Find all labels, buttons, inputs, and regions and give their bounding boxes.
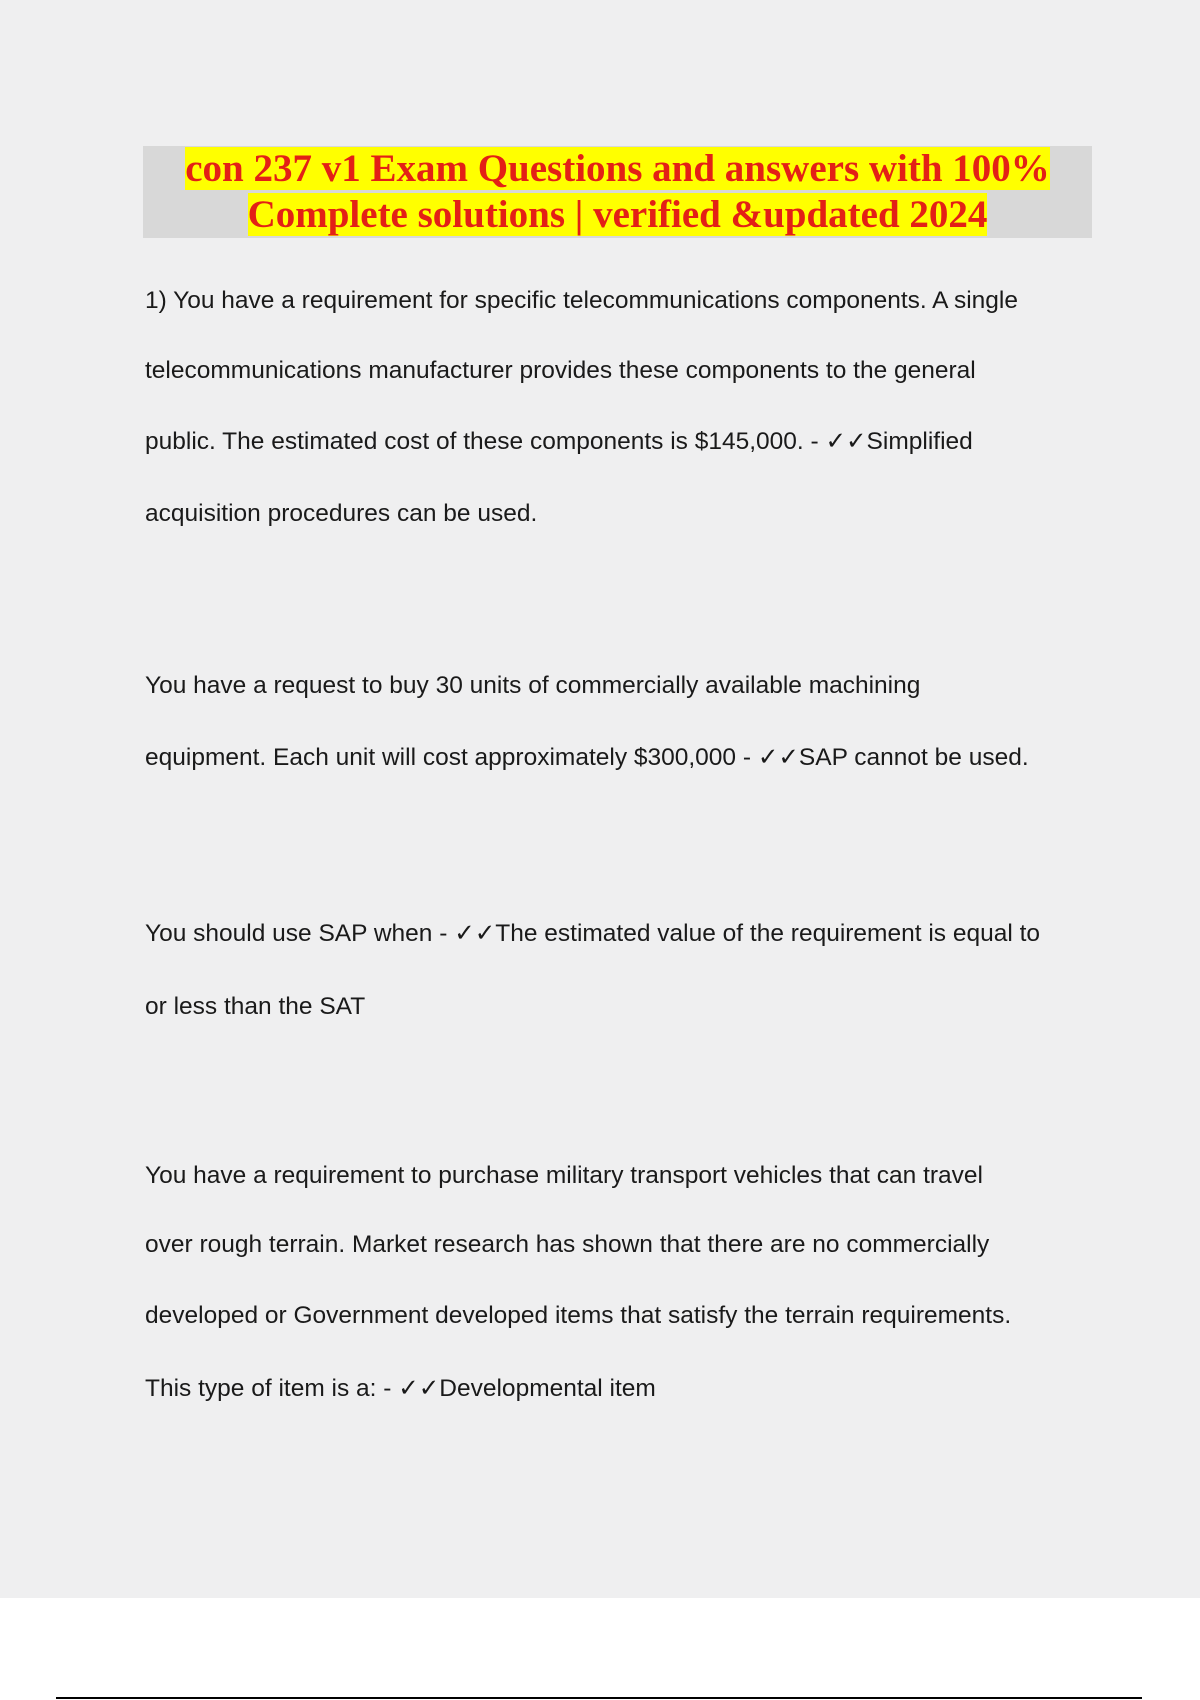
question-1-line-1: 1) You have a requirement for specific telecommunications components. A single — [145, 287, 1018, 314]
title-line-2 — [143, 192, 1092, 238]
question-4-line-3: developed or Government developed items that satisfy the terrain requirements. — [145, 1302, 1012, 1329]
question-1-line-3: public. The estimated cost of these components is $145,000. - ✓✓Simplified — [145, 428, 973, 455]
question-3-line-1: You should use SAP when - ✓✓The estimated value of the requirement is equal to — [145, 920, 1041, 947]
question-4-line-1: You have a requirement to purchase military transport vehicles that can travel — [145, 1162, 983, 1189]
title-line-1-text: con 237 v1 Exam Questions and answers with 100% — [185, 147, 1050, 190]
title-line-1 — [143, 146, 1092, 192]
question-3-line-2: or less than the SAT — [145, 993, 366, 1020]
question-4-line-4: This type of item is a: - ✓✓Developmental item — [145, 1375, 656, 1402]
question-2-line-2: equipment. Each unit will cost approximately $300,000 - ✓✓SAP cannot be used. — [145, 744, 1029, 771]
title-line-2-text: Complete solutions | verified &updated 2024 — [247, 193, 988, 236]
question-4-line-2: over rough terrain. Market research has shown that there are no commercially — [145, 1231, 990, 1258]
question-1-line-4: acquisition procedures can be used. — [145, 500, 538, 527]
question-1-line-2: telecommunications manufacturer provides these components to the general — [145, 357, 976, 384]
document-title — [143, 146, 1092, 238]
question-2-line-1: You have a request to buy 30 units of commercially available machining — [145, 672, 921, 699]
footer-divider — [56, 1697, 1142, 1699]
